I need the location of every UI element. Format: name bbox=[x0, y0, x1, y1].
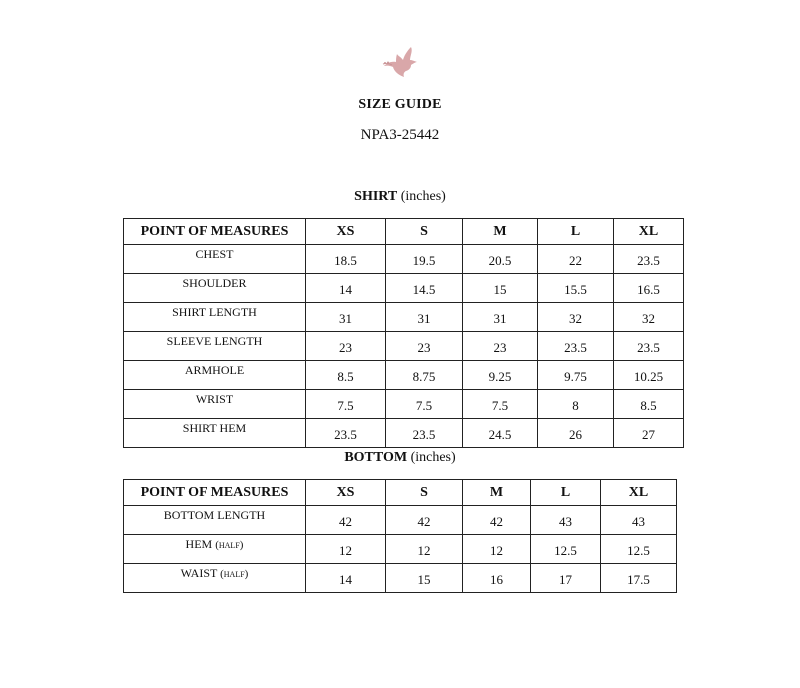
column-header-size: M bbox=[463, 480, 531, 506]
measure-label-text: SHOULDER bbox=[182, 276, 247, 290]
measure-note: (half) bbox=[215, 539, 244, 551]
size-value-cell: 16.5 bbox=[614, 274, 684, 303]
size-value-cell: 7.5 bbox=[386, 390, 463, 419]
size-value-cell: 17 bbox=[531, 564, 601, 593]
shirt-title-label: SHIRT bbox=[354, 189, 398, 204]
size-value-cell: 31 bbox=[306, 303, 386, 332]
size-value-cell: 23 bbox=[386, 332, 463, 361]
size-value-cell: 26 bbox=[538, 419, 614, 448]
table-row bbox=[124, 535, 677, 564]
size-value-cell: 42 bbox=[463, 506, 531, 535]
size-value-cell: 17.5 bbox=[601, 564, 677, 593]
size-value-cell: 15 bbox=[463, 274, 538, 303]
size-value-cell: 20.5 bbox=[463, 245, 538, 274]
table-row bbox=[124, 274, 684, 303]
measure-label-text: SHIRT HEM bbox=[182, 421, 247, 435]
measure-label bbox=[124, 303, 306, 332]
size-value-cell: 8.75 bbox=[386, 361, 463, 390]
table-row bbox=[124, 419, 684, 448]
column-header-size: XL bbox=[614, 219, 684, 245]
size-value-cell: 23.5 bbox=[386, 419, 463, 448]
size-value-cell: 32 bbox=[538, 303, 614, 332]
measure-label bbox=[124, 361, 306, 390]
size-value-cell: 43 bbox=[531, 506, 601, 535]
measure-label bbox=[124, 245, 306, 274]
size-value-cell: 23.5 bbox=[614, 332, 684, 361]
shirt-header-row bbox=[124, 219, 684, 245]
measure-label bbox=[124, 332, 306, 361]
column-header-size: XS bbox=[306, 480, 386, 506]
size-value-cell: 19.5 bbox=[386, 245, 463, 274]
measure-label bbox=[124, 535, 306, 564]
size-value-cell: 10.25 bbox=[614, 361, 684, 390]
size-value-cell: 23.5 bbox=[306, 419, 386, 448]
measure-label-text: WRIST bbox=[195, 392, 234, 406]
table-row bbox=[124, 506, 677, 535]
size-value-cell: 14 bbox=[306, 274, 386, 303]
shirt-section-title bbox=[0, 189, 800, 205]
size-value-cell: 42 bbox=[386, 506, 463, 535]
size-value-cell: 24.5 bbox=[463, 419, 538, 448]
size-value-cell: 12 bbox=[463, 535, 531, 564]
measure-label-text: WAIST bbox=[180, 566, 218, 580]
column-header-size: XL bbox=[601, 480, 677, 506]
dove-logo-icon bbox=[381, 44, 419, 80]
column-header-measure: POINT OF MEASURES bbox=[124, 480, 306, 506]
column-header-size: L bbox=[538, 219, 614, 245]
table-row bbox=[124, 564, 677, 593]
bottom-title-label: BOTTOM bbox=[344, 450, 408, 465]
size-value-cell: 23 bbox=[306, 332, 386, 361]
size-value-cell: 31 bbox=[386, 303, 463, 332]
size-value-cell: 23 bbox=[463, 332, 538, 361]
measure-label bbox=[124, 506, 306, 535]
size-value-cell: 8.5 bbox=[614, 390, 684, 419]
column-header-size: XS bbox=[306, 219, 386, 245]
size-value-cell: 8 bbox=[538, 390, 614, 419]
product-code: NPA3-25442 bbox=[360, 127, 440, 143]
measure-label-text: BOTTOM LENGTH bbox=[163, 508, 266, 522]
column-header-measure: POINT OF MEASURES bbox=[124, 219, 306, 245]
size-value-cell: 7.5 bbox=[306, 390, 386, 419]
table-row bbox=[124, 332, 684, 361]
size-value-cell: 42 bbox=[306, 506, 386, 535]
measure-note: (half) bbox=[220, 568, 249, 580]
size-value-cell: 23.5 bbox=[614, 245, 684, 274]
size-value-cell: 9.75 bbox=[538, 361, 614, 390]
measure-label-text: HEM bbox=[185, 537, 213, 551]
shirt-size-table bbox=[123, 218, 684, 448]
bottom-title-unit: (inches) bbox=[410, 450, 456, 465]
shirt-title-unit: (inches) bbox=[400, 189, 446, 204]
size-value-cell: 14.5 bbox=[386, 274, 463, 303]
size-value-cell: 7.5 bbox=[463, 390, 538, 419]
measure-label bbox=[124, 274, 306, 303]
column-header-size: S bbox=[386, 219, 463, 245]
table-row bbox=[124, 361, 684, 390]
column-header-size: L bbox=[531, 480, 601, 506]
size-value-cell: 12 bbox=[386, 535, 463, 564]
bottom-size-table bbox=[123, 479, 677, 593]
size-value-cell: 12 bbox=[306, 535, 386, 564]
measure-label bbox=[124, 390, 306, 419]
measure-label-text: SLEEVE LENGTH bbox=[166, 334, 263, 348]
size-value-cell: 12.5 bbox=[531, 535, 601, 564]
column-header-size: M bbox=[463, 219, 538, 245]
size-value-cell: 16 bbox=[463, 564, 531, 593]
bottom-section-title bbox=[0, 450, 800, 466]
size-value-cell: 15 bbox=[386, 564, 463, 593]
size-value-cell: 14 bbox=[306, 564, 386, 593]
size-value-cell: 23.5 bbox=[538, 332, 614, 361]
measure-label-text: SHIRT LENGTH bbox=[172, 305, 257, 319]
measure-label-text: CHEST bbox=[195, 247, 234, 261]
column-header-size: S bbox=[386, 480, 463, 506]
page-title: SIZE GUIDE bbox=[358, 97, 442, 112]
table-row bbox=[124, 303, 684, 332]
size-value-cell: 9.25 bbox=[463, 361, 538, 390]
size-value-cell: 8.5 bbox=[306, 361, 386, 390]
measure-label bbox=[124, 564, 306, 593]
bottom-header-row bbox=[124, 480, 677, 506]
size-value-cell: 27 bbox=[614, 419, 684, 448]
size-value-cell: 31 bbox=[463, 303, 538, 332]
measure-label-text: ARMHOLE bbox=[184, 363, 245, 377]
size-value-cell: 12.5 bbox=[601, 535, 677, 564]
size-value-cell: 15.5 bbox=[538, 274, 614, 303]
table-row bbox=[124, 390, 684, 419]
size-value-cell: 22 bbox=[538, 245, 614, 274]
table-row bbox=[124, 245, 684, 274]
measure-label bbox=[124, 419, 306, 448]
size-value-cell: 32 bbox=[614, 303, 684, 332]
size-value-cell: 18.5 bbox=[306, 245, 386, 274]
size-value-cell: 43 bbox=[601, 506, 677, 535]
